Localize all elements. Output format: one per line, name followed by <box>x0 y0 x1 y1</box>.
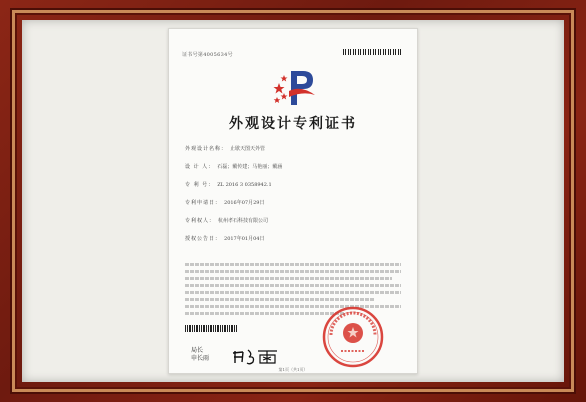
field-label: 设 计 人： <box>185 164 215 170</box>
field-value: 杭州孝石科技有限公司 <box>218 218 269 224</box>
bottom-barcode <box>185 325 237 332</box>
director-label: 局长 <box>191 347 204 354</box>
field-label: 专 利 号： <box>185 182 215 188</box>
director-title <box>191 347 209 363</box>
field-patent-number <box>185 181 272 188</box>
field-application-date <box>185 199 264 206</box>
field-design-name <box>185 145 265 152</box>
certificate-number: 证书号第4005634号 <box>182 52 233 58</box>
certificate-title: 外观设计专利证书 <box>229 116 357 132</box>
field-value: 2016年07月29日 <box>224 200 265 206</box>
director-signature-icon <box>231 345 281 367</box>
field-value: 2017年01月04日 <box>224 236 265 242</box>
field-grant-date <box>185 235 264 242</box>
field-value: 石磊；戴传建；马艳丽；戴涵 <box>217 164 283 170</box>
certificate-paper <box>168 28 418 374</box>
patent-office-emblem-icon <box>273 67 317 109</box>
official-seal-icon <box>321 305 385 369</box>
field-label: 专利权人： <box>185 218 216 224</box>
field-value: ZL 2016 3 0358942.1 <box>217 182 272 188</box>
director-name: 申长雨 <box>191 355 210 362</box>
top-barcode <box>343 49 403 55</box>
field-value: 止歇天图天外管 <box>230 146 266 152</box>
field-label: 授权公告日： <box>185 236 222 242</box>
page-info: 第1页（共1页） <box>278 367 308 372</box>
field-label: 外观设计名称： <box>185 146 228 152</box>
field-designer <box>185 163 282 170</box>
field-patentee <box>185 217 268 224</box>
field-label: 专利申请日： <box>185 200 222 206</box>
